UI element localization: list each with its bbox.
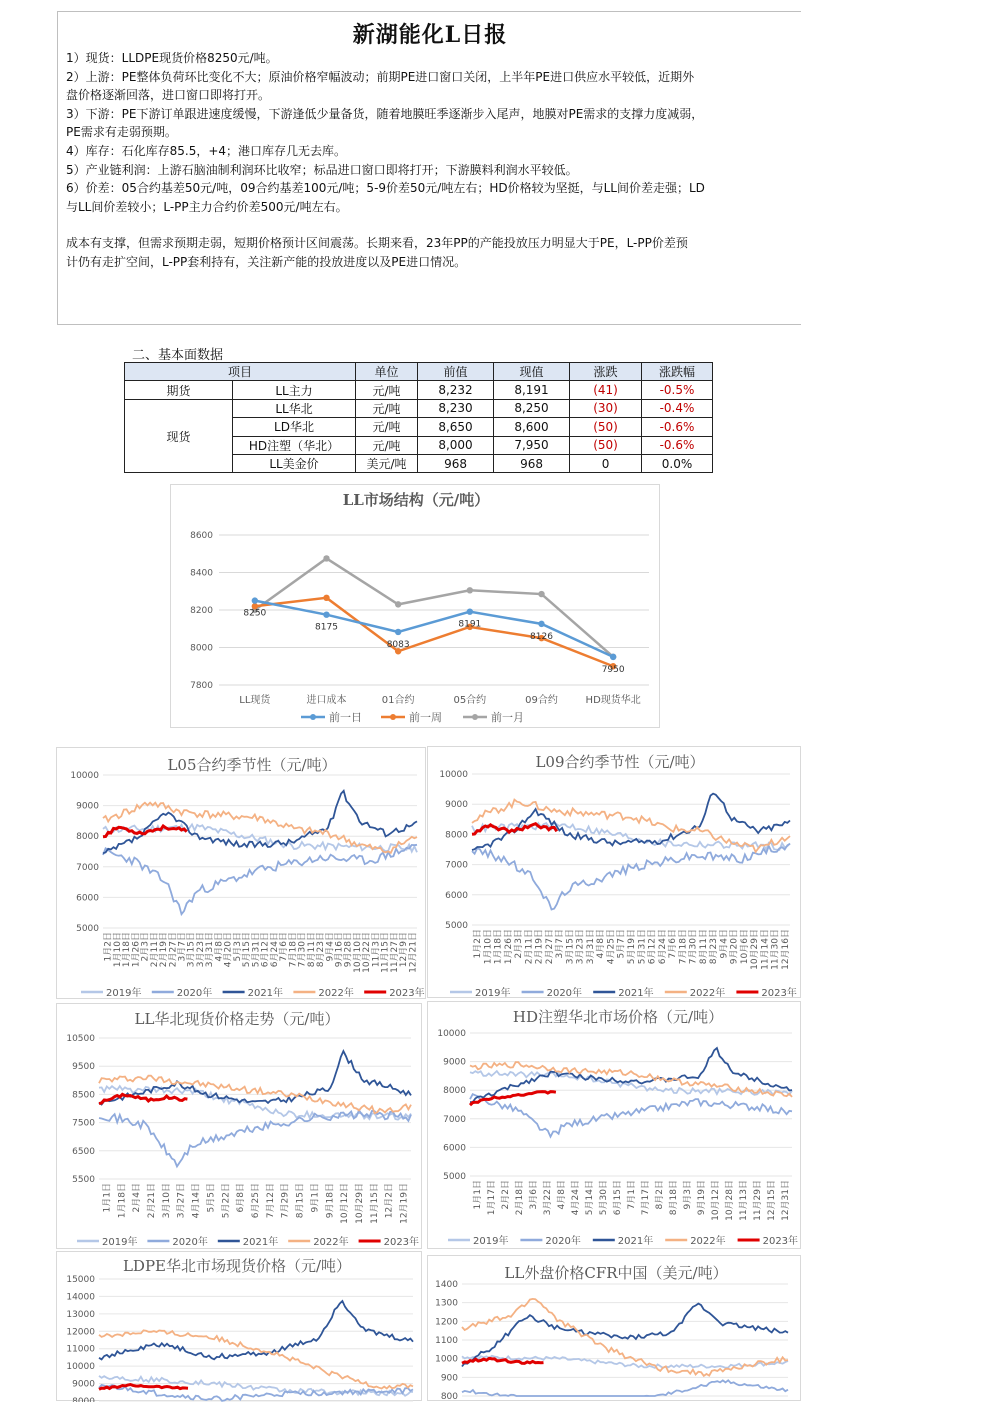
y-tick-label: 7000 [445, 860, 468, 871]
x-tick-label: 7月18日 [288, 932, 299, 968]
row-prev: 8,000 [418, 436, 494, 454]
legend-label: 2021年 [242, 1237, 279, 1248]
x-tick-label: 6月8日 [236, 1183, 247, 1213]
y-tick-label: 5000 [443, 1172, 466, 1182]
row-pct: 0.0% [642, 454, 713, 472]
x-tick-label: 1月18日 [117, 1183, 128, 1219]
x-tick-label: 1月2日 [103, 932, 114, 962]
data-label: 8126 [530, 631, 553, 642]
series-point [252, 597, 258, 603]
y-tick-label: 9000 [443, 1057, 466, 1068]
x-tick-label: 3月27日 [176, 1183, 187, 1219]
report-line: 5）产业链利润：上游石脑油制利润环比收窄；标品进口窗口即将打开；下游膜料利润水平较低。 [66, 162, 578, 177]
chart-title: LL外盘价格CFR中国（美元/吨） [504, 1264, 728, 1282]
row-change: (30) [570, 399, 642, 417]
x-tick-label: 5月14日 [585, 1180, 595, 1216]
y-tick-label: 8000 [72, 1397, 95, 1402]
x-tick-label: 5月5日 [206, 1183, 217, 1213]
table-row [125, 381, 713, 399]
legend-label: 2019年 [475, 988, 511, 999]
row-item: LL华北 [233, 399, 356, 417]
x-tick-label: 3月23日 [195, 932, 206, 968]
row-prev: 8,650 [418, 418, 494, 436]
table-header: 涨跌幅 [642, 363, 713, 381]
x-tick-label: 5月22日 [221, 1183, 232, 1219]
series-line [470, 1062, 792, 1097]
legend-label: 2023年 [389, 988, 425, 999]
table-header-row [125, 363, 713, 381]
x-tick-label: 9月19日 [697, 1180, 707, 1216]
y-tick-label: 10000 [66, 1362, 95, 1373]
legend-label: 2021年 [618, 988, 654, 999]
y-tick-label: 15000 [66, 1275, 95, 1285]
ll-cfr-china-chart [427, 1255, 801, 1401]
x-tick-label: 11月15日 [369, 1183, 380, 1224]
x-tick-label: 4月25日 [606, 929, 617, 965]
x-tick-label: 3月7日 [177, 932, 188, 962]
row-unit: 元/吨 [356, 418, 418, 436]
row-curr: 968 [494, 454, 570, 472]
row-change: (41) [570, 381, 642, 399]
x-tick-label: 5月15日 [242, 932, 253, 968]
x-tick-label: 7月30日 [688, 929, 699, 965]
legend-marker [310, 714, 316, 720]
x-tick-label: 11月15日 [380, 932, 391, 973]
report-body [66, 49, 794, 272]
report-line: 4）库存：石化库存85.5，+4；港口库存几无去库。 [66, 143, 347, 158]
series-line [470, 1092, 556, 1106]
table-header: 前值 [418, 363, 494, 381]
row-curr: 8,250 [494, 399, 570, 417]
row-item: LL主力 [233, 381, 356, 399]
row-unit: 元/吨 [356, 381, 418, 399]
legend-label: 2019年 [106, 988, 142, 999]
row-pct: -0.6% [642, 418, 713, 436]
x-tick-label: 12月15日 [767, 1180, 777, 1221]
x-tick-label: 9月1日 [310, 1183, 321, 1213]
table-header: 涨跌 [570, 363, 642, 381]
market-structure-svg [171, 485, 661, 729]
table-header: 项目 [125, 363, 356, 381]
x-tick-label: 10月12日 [340, 1183, 351, 1224]
fundamentals-table [124, 362, 713, 473]
x-tick-label: 12月19日 [399, 1183, 410, 1224]
legend-marker [472, 714, 478, 720]
y-tick-label: 7000 [76, 862, 99, 873]
y-tick-label: 14000 [66, 1292, 95, 1303]
x-tick-label: 2月11日 [149, 932, 160, 968]
legend-label: 2019年 [102, 1237, 138, 1248]
chart-title: LL华北现货价格走势（元/吨） [134, 1010, 340, 1028]
report-box [57, 11, 801, 325]
legend-label: 2023年 [383, 1237, 420, 1248]
chart-title: LL市场结构（元/吨） [342, 491, 490, 509]
x-tick-label: 2月3日 [140, 932, 151, 962]
x-tick-label: 11月13日 [739, 1180, 749, 1221]
ldpe-north-svg [57, 1252, 423, 1402]
group-label-futures: 期货 [125, 381, 233, 399]
conclusion-line: 成本有支撑，但需求预期走弱，短期价格预计区间震荡。长期来看，23年PP的产能投放压力明显大于PE，L-PP价差预 [66, 236, 688, 251]
x-tick-label: 8月2日 [655, 1180, 665, 1210]
y-tick-label: 5500 [72, 1175, 95, 1185]
series-point [538, 591, 544, 597]
row-pct: -0.6% [642, 436, 713, 454]
x-tick-label: 4月8日 [214, 932, 225, 962]
row-change: (50) [570, 418, 642, 436]
legend-label: 2020年 [545, 1236, 581, 1247]
x-tick-label: 7月1日 [627, 1180, 637, 1210]
y-tick-label: 9000 [72, 1379, 95, 1390]
y-tick-label: 8500 [72, 1090, 95, 1101]
x-tick-label: 7月6日 [668, 929, 679, 959]
x-tick-label: 7月29日 [280, 1183, 291, 1219]
chart-title: L09合约季节性（元/吨） [535, 753, 705, 771]
x-tick-label: 6月12日 [647, 929, 658, 965]
y-tick-label: 9500 [72, 1062, 95, 1073]
x-tick-label: 8月11日 [698, 929, 709, 965]
y-tick-label: 9000 [76, 801, 99, 812]
x-tick-label: 5月19日 [627, 929, 637, 965]
y-tick-label: 6000 [443, 1143, 466, 1154]
legend-label: 2021年 [247, 988, 284, 999]
data-label: 7950 [601, 664, 625, 675]
report-line: 盘价格逐渐回落，进口窗口即将打开。 [66, 88, 271, 103]
x-tick-label: 5月30日 [599, 1180, 609, 1216]
x-tick-label: 2月27日 [168, 932, 179, 968]
series-line [470, 1094, 792, 1137]
report-line: 1）现货：LLDPE现货价格8250元/吨。 [66, 51, 278, 65]
x-tick-label: 5月3日 [232, 932, 243, 962]
x-tick-label: 10月6日 [739, 929, 750, 965]
legend-label: 2020年 [176, 988, 213, 999]
series-line [103, 845, 417, 914]
x-tick-label: 3月22日 [543, 1180, 553, 1216]
x-tick-label: 5月31日 [251, 932, 262, 968]
row-item: LL美金价 [233, 454, 356, 472]
x-tick-label: 3月31日 [205, 932, 216, 968]
x-tick-label: LL现货 [239, 695, 271, 706]
ldpe-north-chart [56, 1251, 422, 1401]
l05-seasonal-svg [57, 748, 427, 1000]
y-tick-label: 6000 [76, 893, 99, 904]
x-tick-label: 4月14日 [191, 1183, 202, 1219]
y-tick-label: 1100 [435, 1336, 458, 1346]
ll-north-spot-svg [57, 1004, 423, 1250]
x-tick-label: 7月17日 [641, 1180, 651, 1216]
y-tick-label: 7500 [72, 1118, 95, 1129]
x-tick-label: 10月28日 [725, 1180, 735, 1221]
row-change: 0 [570, 454, 642, 472]
x-tick-label: 进口成本 [306, 695, 347, 706]
x-tick-label: 12月16日 [780, 929, 791, 970]
y-tick-label: 13000 [66, 1309, 95, 1320]
chart-title: HD注塑华北市场价格（元/吨） [512, 1008, 724, 1026]
report-title: 新湖能化L日报 [352, 22, 508, 48]
x-tick-label: 5月7日 [616, 929, 627, 959]
legend-label: 前一月 [491, 711, 524, 724]
x-tick-label: 12月31日 [781, 1180, 791, 1221]
x-tick-label: 12月2日 [384, 1183, 395, 1219]
y-tick-label: 800 [440, 1392, 458, 1402]
x-tick-label: 7月12日 [265, 1183, 276, 1219]
x-tick-label: 1月18日 [493, 929, 504, 965]
x-tick-label: 10月12日 [711, 1180, 721, 1221]
x-tick-label: 12月21日 [408, 932, 419, 973]
x-tick-label: 11月30日 [770, 929, 781, 970]
x-tick-label: 4月8日 [557, 1180, 567, 1210]
x-tick-label: 12月9日 [399, 932, 410, 968]
x-tick-label: 1月10日 [483, 929, 494, 965]
x-tick-label: 10月29日 [750, 929, 761, 970]
y-tick-label: 7800 [190, 681, 213, 691]
y-tick-label: 10000 [437, 1029, 466, 1039]
row-item: LD华北 [233, 418, 356, 436]
x-tick-label: 3月31日 [585, 929, 596, 965]
x-tick-label: 6月24日 [657, 929, 668, 965]
y-tick-label: 8000 [443, 1086, 466, 1097]
row-unit: 元/吨 [356, 399, 418, 417]
row-unit: 美元/吨 [356, 454, 418, 472]
x-tick-label: 9月16日 [334, 932, 345, 968]
series-point [395, 629, 401, 635]
group-label-spot: 现货 [125, 399, 233, 473]
x-tick-label: 8月11日 [306, 932, 317, 968]
hd-injection-chart [427, 1001, 801, 1249]
series-line [462, 1380, 788, 1396]
x-tick-label: 05合约 [453, 695, 487, 706]
series-line [99, 1094, 187, 1103]
y-tick-label: 8000 [190, 643, 213, 654]
row-prev: 8,232 [418, 381, 494, 399]
l09-seasonal-chart [427, 746, 801, 998]
data-label: 8250 [243, 608, 267, 619]
legend-label: 2020年 [172, 1237, 208, 1248]
x-tick-label: 6月12日 [260, 932, 271, 968]
x-tick-label: 2月19日 [534, 929, 545, 965]
x-tick-label: 9月20日 [729, 929, 740, 965]
x-tick-label: 3月6日 [529, 1180, 539, 1210]
x-tick-label: 11月29日 [753, 1180, 763, 1221]
x-tick-label: 1月1日 [102, 1183, 113, 1213]
series-point [467, 587, 473, 593]
x-tick-label: 1月26日 [131, 932, 142, 968]
x-tick-label: 9月4日 [325, 932, 336, 962]
y-tick-label: 10000 [439, 770, 468, 780]
y-tick-label: 7000 [443, 1114, 466, 1125]
series-point [323, 555, 329, 561]
row-pct: -0.4% [642, 399, 713, 417]
x-tick-label: 1月10日 [112, 932, 123, 968]
x-tick-label: 2月19日 [159, 932, 170, 968]
x-tick-label: 3月23日 [575, 929, 586, 965]
x-tick-label: 4月8日 [596, 929, 607, 959]
legend-label: 2023年 [762, 1236, 799, 1247]
y-tick-label: 9000 [445, 800, 468, 811]
x-tick-label: 3月15日 [186, 932, 197, 968]
y-tick-label: 8400 [190, 568, 213, 579]
l09-seasonal-svg [428, 747, 802, 999]
x-tick-label: 8月18日 [669, 1180, 679, 1216]
x-tick-label: 10月29日 [355, 1183, 365, 1224]
series-point [323, 611, 329, 617]
report-line: 与LL间价差较小；L-PP主力合约价差500元/吨左右。 [66, 199, 348, 214]
x-tick-label: 11月3日 [371, 932, 382, 968]
y-tick-label: 6500 [72, 1146, 95, 1157]
x-tick-label: 09合约 [525, 695, 558, 706]
series-line [255, 558, 613, 656]
x-tick-label: 6月25日 [251, 1183, 261, 1219]
x-tick-label: 10月10日 [352, 932, 363, 973]
x-tick-label: 10月22日 [362, 932, 373, 973]
ll-cfr-china-svg [428, 1256, 802, 1402]
legend-label: 前一日 [329, 711, 362, 724]
row-prev: 968 [418, 454, 494, 472]
x-tick-label: 5月31日 [637, 929, 648, 965]
x-tick-label: 1月18日 [122, 932, 133, 968]
x-tick-label: 6月24日 [269, 932, 280, 968]
y-tick-label: 10000 [70, 771, 99, 781]
row-curr: 8,191 [494, 381, 570, 399]
y-tick-label: 8600 [190, 531, 213, 541]
y-tick-label: 10500 [66, 1034, 95, 1044]
report-line: PE需求有走弱预期。 [66, 125, 177, 140]
series-line [103, 824, 417, 852]
x-tick-label: 2月2日 [501, 1180, 511, 1210]
data-label: 8175 [315, 622, 338, 633]
y-tick-label: 900 [440, 1373, 458, 1384]
market-structure-chart [170, 484, 660, 728]
y-tick-label: 11000 [66, 1344, 95, 1355]
x-tick-label: 4月20日 [223, 932, 234, 968]
y-tick-label: 1300 [435, 1298, 458, 1309]
y-tick-label: 8000 [76, 832, 99, 843]
y-tick-label: 12000 [66, 1327, 95, 1338]
report-line: 2）上游：PE整体负荷环比变化不大；原油价格窄幅波动；前期PE进口窗口关闭，上半年PE进口供应水平较低，近期外 [66, 69, 695, 84]
y-tick-label: 8000 [445, 830, 468, 841]
row-curr: 8,600 [494, 418, 570, 436]
row-item: HD注塑（华北） [233, 436, 356, 454]
legend-label: 2022年 [318, 988, 354, 999]
data-label: 8083 [386, 639, 410, 650]
legend-label: 2021年 [617, 1236, 654, 1247]
x-tick-label: 9月28日 [343, 932, 354, 968]
x-tick-label: 9月18日 [325, 1183, 336, 1219]
legend-label: 前一周 [409, 711, 442, 724]
x-tick-label: 1月26日 [503, 929, 514, 965]
report-line: 3）下游：PE下游订单跟进速度缓慢，下游逢低少量备货，随着地膜旺季逐渐步入尾声，地膜对PE需求的支撑力度减弱， [66, 106, 704, 121]
y-tick-label: 1200 [435, 1317, 458, 1328]
x-tick-label: 3月10日 [161, 1183, 172, 1219]
y-tick-label: 8200 [190, 606, 213, 616]
x-tick-label: 2月3日 [514, 929, 525, 959]
legend-marker [390, 714, 396, 720]
x-tick-label: 1月2日 [473, 929, 484, 959]
table-header: 单位 [356, 363, 418, 381]
x-tick-label: 11月14日 [760, 929, 771, 970]
series-point [538, 621, 544, 627]
series-point [467, 608, 473, 614]
legend-label: 2019年 [473, 1236, 509, 1247]
x-tick-label: 8月15日 [295, 1183, 306, 1219]
table-row [125, 399, 713, 417]
x-tick-label: 2月18日 [515, 1180, 525, 1216]
x-tick-label: 1月1日 [473, 1180, 483, 1210]
x-tick-label: 4月24日 [571, 1180, 581, 1216]
row-prev: 8,230 [418, 399, 494, 417]
x-tick-label: 9月3日 [683, 1180, 693, 1210]
data-label: 8191 [458, 619, 482, 630]
y-tick-label: 1000 [435, 1354, 458, 1365]
legend-label: 2023年 [761, 988, 797, 999]
row-pct: -0.5% [642, 381, 713, 399]
x-tick-label: 2月21日 [147, 1183, 157, 1219]
legend-label: 2020年 [546, 988, 583, 999]
l05-seasonal-chart [56, 747, 426, 999]
y-tick-label: 5000 [76, 924, 99, 934]
conclusion-line: 计仍有走扩空间，L-PP套利持有，关注新产能的投放进度以及PE进口情况。 [66, 254, 467, 269]
hd-injection-svg [428, 1002, 802, 1250]
y-tick-label: 5000 [445, 921, 468, 931]
series-point [323, 595, 329, 601]
chart-title: L05合约季节性（元/吨） [167, 756, 337, 774]
x-tick-label: 9月4日 [719, 929, 730, 959]
section-title: 二、基本面数据 [132, 348, 224, 363]
x-tick-label: 3月7日 [555, 929, 566, 959]
table-header: 现值 [494, 363, 570, 381]
x-tick-label: 2月4日 [132, 1183, 143, 1213]
x-tick-label: 2月11日 [524, 929, 535, 965]
x-tick-label: 3月15日 [565, 929, 576, 965]
chart-title: LDPE华北市场现货价格（元/吨） [122, 1257, 352, 1275]
legend-label: 2022年 [313, 1237, 349, 1248]
series-point [395, 601, 401, 607]
row-change: (50) [570, 436, 642, 454]
series-point [610, 654, 616, 660]
x-tick-label: 01合约 [381, 695, 415, 706]
report-line: 6）价差：05合约基差50元/吨，09合约基差100元/吨；5-9价差50元/吨左右；HD价格较为坚挺，与LL间价差走强；LD [66, 181, 705, 196]
x-tick-label: 7月18日 [678, 929, 689, 965]
y-tick-label: 6000 [445, 890, 468, 901]
legend-label: 2022年 [689, 988, 726, 999]
x-tick-label: 2月27日 [544, 929, 555, 965]
x-tick-label: 7月30日 [297, 932, 308, 968]
x-tick-label: 11月27日 [389, 932, 400, 973]
x-tick-label: HD现货华北 [585, 695, 641, 706]
row-unit: 元/吨 [356, 436, 418, 454]
x-tick-label: 8月23日 [709, 929, 720, 965]
x-tick-label: 7月6日 [279, 932, 290, 962]
x-tick-label: 6月15日 [613, 1180, 623, 1216]
series-line [472, 844, 790, 910]
x-tick-label: 8月23日 [316, 932, 327, 968]
legend-label: 2022年 [690, 1236, 726, 1247]
ll-north-spot-chart [56, 1003, 422, 1249]
y-tick-label: 1400 [435, 1280, 458, 1290]
row-curr: 7,950 [494, 436, 570, 454]
x-tick-label: 1月17日 [487, 1180, 497, 1216]
